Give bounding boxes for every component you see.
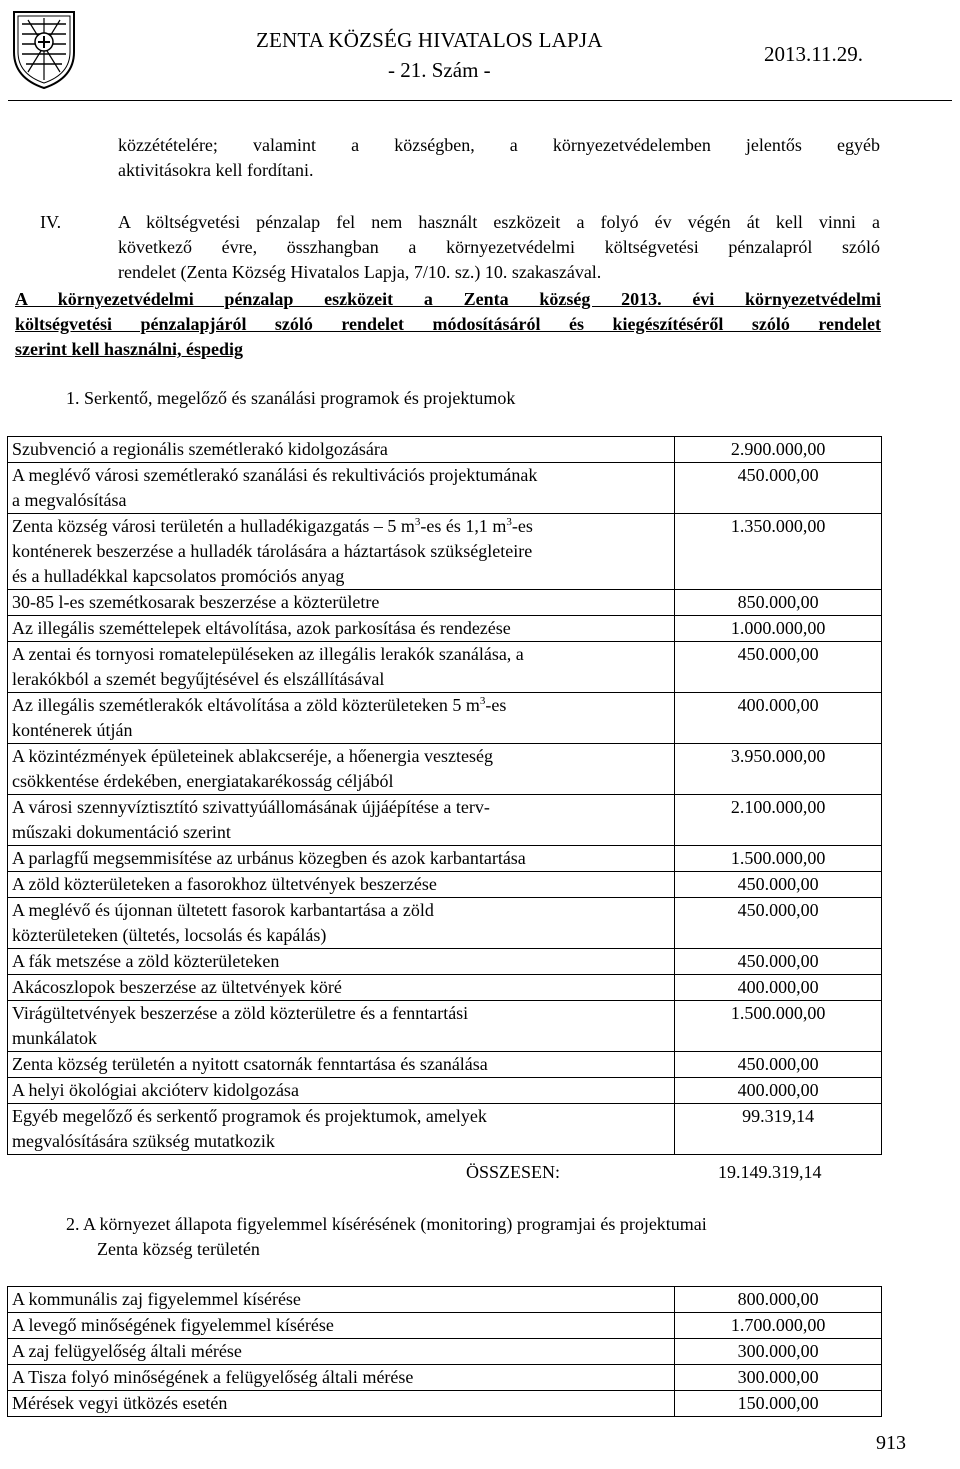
row-amount: 2.900.000,00 bbox=[675, 437, 882, 463]
row-amount: 150.000,00 bbox=[675, 1391, 882, 1417]
row-amount: 450.000,00 bbox=[675, 642, 882, 693]
description-line: A parlagfű megsemmisítése az urbánus közegben és azok karbantartása bbox=[12, 848, 526, 868]
description-line: A városi szennyvíztisztító szivattyúállomásának újjáépítése a terv- bbox=[12, 797, 490, 817]
row-description bbox=[8, 846, 675, 872]
description-line: Egyéb megelőző és serkentő programok és projektumok, amelyek bbox=[12, 1106, 487, 1126]
row-description bbox=[8, 437, 675, 463]
row-description: A Tisza folyó minőségének a felügyelőség általi mérése bbox=[8, 1365, 675, 1391]
table-row bbox=[8, 1078, 882, 1104]
table-row bbox=[8, 898, 882, 949]
program-2-table bbox=[7, 1286, 882, 1417]
table-row bbox=[8, 1365, 882, 1391]
description-line: megvalósítására szükség mutatkozik bbox=[12, 1131, 275, 1151]
issue-date: 2013.11.29. bbox=[764, 42, 863, 66]
row-description bbox=[8, 1078, 675, 1104]
row-description bbox=[8, 872, 675, 898]
table-row bbox=[8, 1052, 882, 1078]
description-line: közterületeken (ültetés, locsolás és kapálás) bbox=[12, 925, 327, 945]
row-description bbox=[8, 795, 675, 846]
description-line: A zöld közterületeken a fasorokhoz ültetvények beszerzése bbox=[12, 874, 437, 894]
intro-line-2: aktivitásokra kell fordítani. bbox=[118, 160, 314, 180]
journal-title: ZENTA KÖZSÉG HIVATALOS LAPJA bbox=[256, 28, 603, 52]
row-description bbox=[8, 693, 675, 744]
table-row bbox=[8, 949, 882, 975]
row-amount: 800.000,00 bbox=[675, 1287, 882, 1313]
description-line: A zentai és tornyosi romatelepüléseken az illegális lerakók szanálása, a bbox=[12, 644, 524, 664]
row-amount: 450.000,00 bbox=[675, 949, 882, 975]
description-line: Az illegális szeméttelepek eltávolítása, azok parkosítása és rendezése bbox=[12, 618, 511, 638]
section-iv-line-2: következő évre, összhangban a környezetvédelmi költségvetési pénzalapról szóló bbox=[118, 237, 880, 257]
description-line: a megvalósítása bbox=[12, 490, 127, 510]
intro-line-1: közzétételére; valamint a községben, a környezetvédelemben jelentős egyéb bbox=[118, 135, 880, 155]
table-row bbox=[8, 1339, 882, 1365]
row-amount: 450.000,00 bbox=[675, 463, 882, 514]
table-row bbox=[8, 872, 882, 898]
section-iv-line-1: A költségvetési pénzalap fel nem használt eszközeit a folyó év végén át kell vinni a bbox=[118, 212, 880, 232]
row-description bbox=[8, 949, 675, 975]
row-description bbox=[8, 590, 675, 616]
row-description: Mérések vegyi ütközés esetén bbox=[8, 1391, 675, 1417]
table-row bbox=[8, 975, 882, 1001]
row-amount: 300.000,00 bbox=[675, 1339, 882, 1365]
description-line: Zenta község területén a nyitott csatornák fenntartása és szanálása bbox=[12, 1054, 488, 1074]
row-amount: 1.000.000,00 bbox=[675, 616, 882, 642]
description-line: 30-85 l-es szemétkosarak beszerzése a közterületre bbox=[12, 592, 380, 612]
program-1-table bbox=[7, 436, 882, 1155]
total-label: ÖSSZESEN: bbox=[466, 1162, 561, 1182]
row-amount: 450.000,00 bbox=[675, 898, 882, 949]
description-line: Az illegális szemétlerakók eltávolítása a zöld közterületeken 5 $m^3-es$ bbox=[12, 695, 507, 715]
row-amount: 450.000,00 bbox=[675, 872, 882, 898]
bold-paragraph-line-3: szerint kell használni, éspedig bbox=[15, 339, 244, 359]
table-row bbox=[8, 437, 882, 463]
description-line: Akácoszlopok beszerzése az ültetvények köré bbox=[12, 977, 342, 997]
row-amount: 1.350.000,00 bbox=[675, 514, 882, 590]
row-amount: 450.000,00 bbox=[675, 1052, 882, 1078]
bold-paragraph-line-1: A környezetvédelmi pénzalap eszközeit a Zenta község 2013. évi környezetvédelmi bbox=[15, 289, 881, 309]
table-row bbox=[8, 463, 882, 514]
row-description: A levegő minőségének figyelemmel kísérése bbox=[8, 1313, 675, 1339]
page-number: 913 bbox=[876, 1432, 906, 1454]
row-description: A zaj felügyelőség általi mérése bbox=[8, 1339, 675, 1365]
row-amount: 1.700.000,00 bbox=[675, 1313, 882, 1339]
row-description bbox=[8, 642, 675, 693]
total-value: 19.149.319,14 bbox=[718, 1162, 822, 1182]
row-amount: 400.000,00 bbox=[675, 975, 882, 1001]
row-description bbox=[8, 514, 675, 590]
program-2-heading-line-1: 2. A környezet állapota figyelemmel kísérésének (monitoring) programjai és projektumai bbox=[66, 1214, 707, 1234]
table-row bbox=[8, 693, 882, 744]
table-row bbox=[8, 1287, 882, 1313]
row-amount: 300.000,00 bbox=[675, 1365, 882, 1391]
description-line: A meglévő városi szemétlerakó szanálási és rekultivációs projektumának bbox=[12, 465, 538, 485]
table-row bbox=[8, 1104, 882, 1155]
row-amount: 1.500.000,00 bbox=[675, 1001, 882, 1052]
row-amount: 1.500.000,00 bbox=[675, 846, 882, 872]
description-line: műszaki dokumentáció szerint bbox=[12, 822, 231, 842]
description-line: és a hulladékkal kapcsolatos promóciós anyag bbox=[12, 566, 345, 586]
row-description bbox=[8, 898, 675, 949]
section-iv-line-3: rendelet (Zenta Község Hivatalos Lapja, 7/10. sz.) 10. szakaszával. bbox=[118, 262, 602, 282]
header-divider bbox=[8, 100, 952, 101]
table-row bbox=[8, 1001, 882, 1052]
table-row bbox=[8, 744, 882, 795]
row-amount: 3.950.000,00 bbox=[675, 744, 882, 795]
row-description: A kommunális zaj figyelemmel kísérése bbox=[8, 1287, 675, 1313]
description-line: Szubvenció a regionális szemétlerakó kidolgozására bbox=[12, 439, 388, 459]
program-1-heading: 1. Serkentő, megelőző és szanálási programok és projektumok bbox=[66, 388, 516, 408]
coat-of-arms-icon bbox=[8, 6, 80, 92]
table-row bbox=[8, 514, 882, 590]
table-row bbox=[8, 795, 882, 846]
row-description bbox=[8, 1001, 675, 1052]
table-row bbox=[8, 1391, 882, 1417]
description-line: munkálatok bbox=[12, 1028, 97, 1048]
row-amount: 99.319,14 bbox=[675, 1104, 882, 1155]
row-description bbox=[8, 744, 675, 795]
row-description bbox=[8, 1104, 675, 1155]
row-amount: 2.100.000,00 bbox=[675, 795, 882, 846]
description-line: csökkentése érdekében, energiatakarékosság céljából bbox=[12, 771, 394, 791]
row-description bbox=[8, 616, 675, 642]
row-description bbox=[8, 975, 675, 1001]
description-line: A közintézmények épületeinek ablakcseréje, a hőenergia veszteség bbox=[12, 746, 493, 766]
description-line: konténerek útján bbox=[12, 720, 133, 740]
description-line: Zenta község városi területén a hulladékigazgatás – 5 $m^3-es$ és 1,1 $m^3-es$ bbox=[12, 516, 533, 536]
table-row bbox=[8, 616, 882, 642]
bold-paragraph-line-2: költségvetési pénzalapjáról szóló rendelet módosításáról és kiegészítéséről szóló rendelet bbox=[15, 314, 881, 334]
description-line: lerakókból a szemét begyűjtésével és elszállításával bbox=[12, 669, 385, 689]
table-row bbox=[8, 1313, 882, 1339]
description-line: A helyi ökológiai akcióterv kidolgozása bbox=[12, 1080, 299, 1100]
table-row bbox=[8, 590, 882, 616]
section-iv-number: IV. bbox=[40, 212, 62, 232]
table-row bbox=[8, 642, 882, 693]
table-row bbox=[8, 846, 882, 872]
row-description bbox=[8, 463, 675, 514]
row-amount: 400.000,00 bbox=[675, 1078, 882, 1104]
row-amount: 400.000,00 bbox=[675, 693, 882, 744]
issue-number: - 21. Szám - bbox=[388, 58, 491, 82]
row-description bbox=[8, 1052, 675, 1078]
description-line: A meglévő és újonnan ültetett fasorok karbantartása a zöld bbox=[12, 900, 434, 920]
description-line: A fák metszése a zöld közterületeken bbox=[12, 951, 280, 971]
description-line: Virágültetvények beszerzése a zöld közterületre és a fenntartási bbox=[12, 1003, 469, 1023]
program-2-heading-line-2: Zenta község területén bbox=[97, 1239, 260, 1259]
row-amount: 850.000,00 bbox=[675, 590, 882, 616]
description-line: konténerek beszerzése a hulladék tárolására a háztartások szükségleteire bbox=[12, 541, 533, 561]
